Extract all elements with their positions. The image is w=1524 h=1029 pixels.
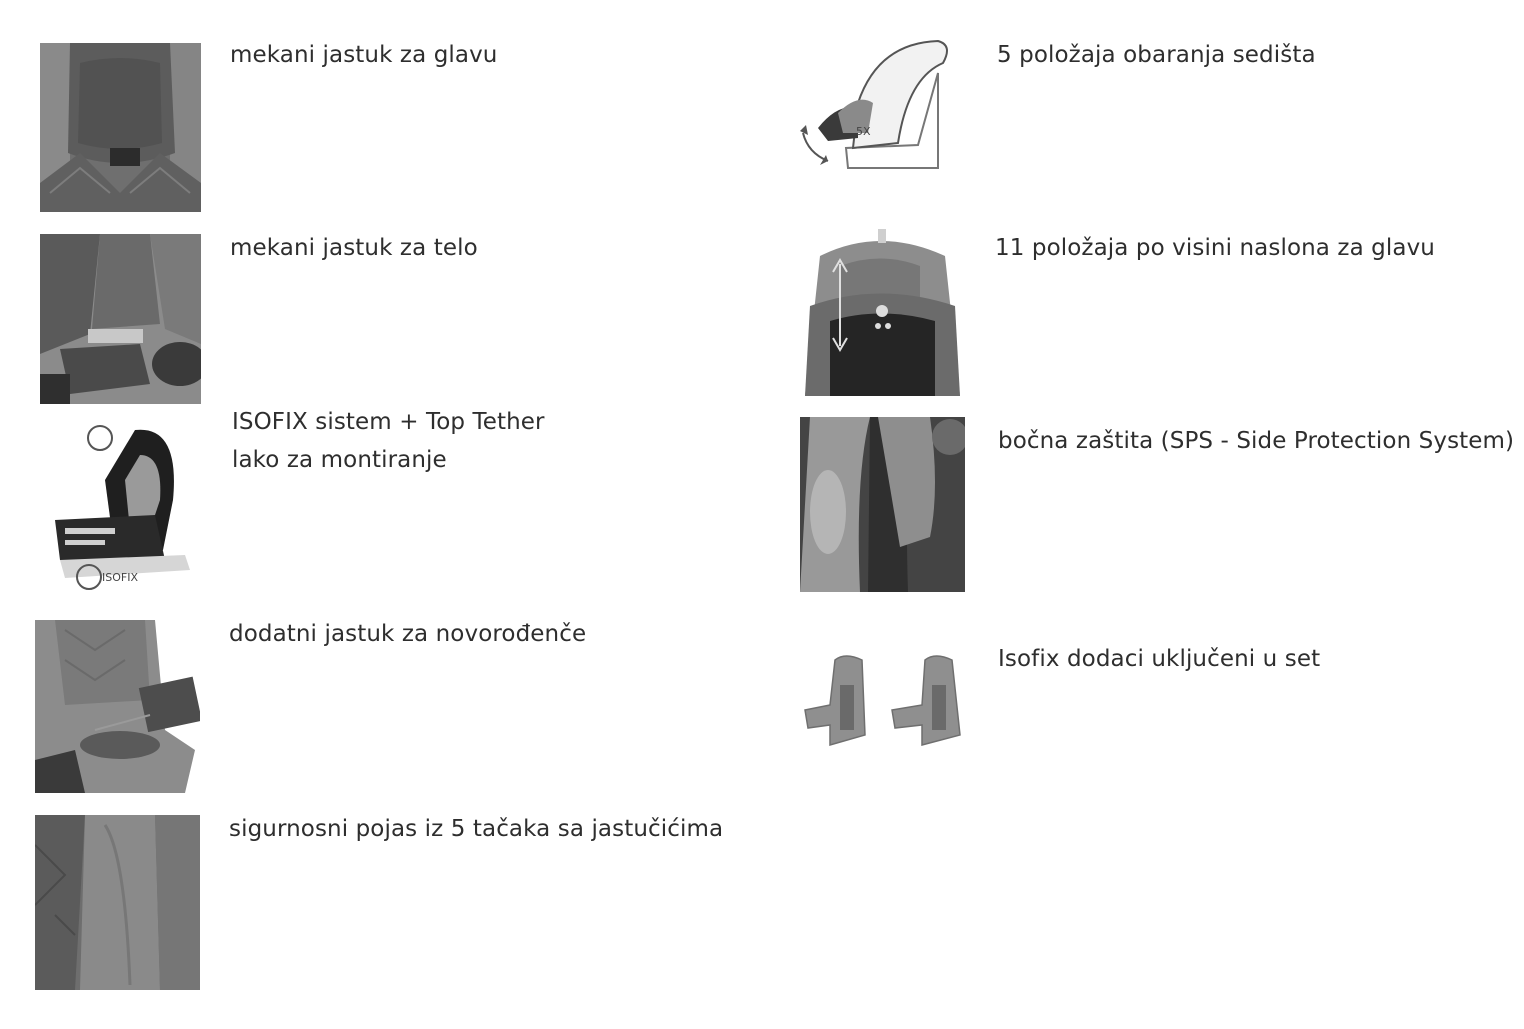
harness-pads-photo: [35, 815, 200, 990]
isofix-seat-photo: [45, 420, 205, 595]
headrest-height-photo: [800, 226, 965, 396]
headrest-cushion-photo: [40, 43, 201, 212]
feature-label: 11 položaja po visini naslona za glavu: [995, 235, 1435, 261]
feature-label: bočna zaštita (SPS - Side Protection System): [998, 428, 1515, 454]
side-protection-photo: [800, 417, 965, 592]
feature-label: Isofix dodaci uključeni u set: [998, 646, 1321, 672]
recline-badge-text: 5X: [856, 125, 871, 138]
isofix-guides-photo: [800, 650, 965, 750]
feature-label: mekani jastuk za glavu: [230, 42, 498, 68]
feature-label: mekani jastuk za telo: [230, 235, 478, 261]
isofix-badge-text: ISOFIX: [102, 571, 138, 584]
feature-label-line2: lako za montiranje: [232, 447, 447, 473]
feature-label-line1: ISOFIX sistem + Top Tether: [232, 409, 545, 435]
recline-diagram: [798, 33, 965, 173]
body-cushion-photo: [40, 234, 201, 404]
feature-label: 5 položaja obaranja sedišta: [997, 42, 1316, 68]
newborn-insert-photo: [35, 620, 200, 793]
feature-label: sigurnosni pojas iz 5 tačaka sa jastučićima: [229, 816, 724, 842]
feature-label: dodatni jastuk za novorođenče: [229, 621, 587, 647]
